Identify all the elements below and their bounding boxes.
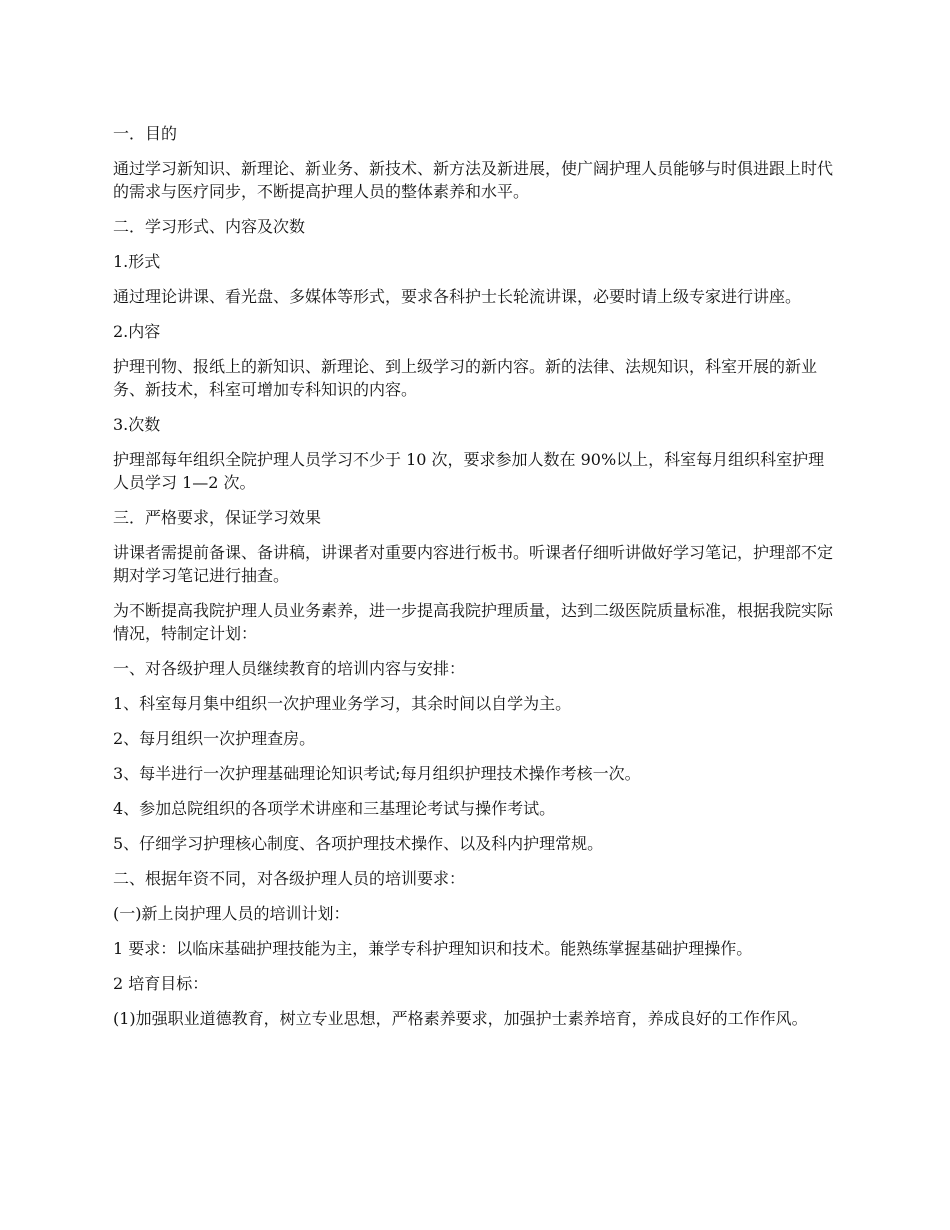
list-item-4: 4、参加总院组织的各项学术讲座和三基理论考试与操作考试。 bbox=[113, 799, 556, 818]
paragraph-goal-1: (1)加强职业道德教育，树立专业思想，严格素养要求，加强护士素养培育，养成良好的工作作风。 bbox=[113, 1009, 808, 1028]
subheading-training-goals: 2 培育目标： bbox=[113, 974, 209, 993]
subheading-new-staff-plan: (一)新上岗护理人员的培训计划： bbox=[113, 904, 350, 923]
subheading-form: 1.形式 bbox=[113, 252, 161, 271]
list-item-5: 5、仔细学习护理核心制度、各项护理技术操作、以及科内护理常规。 bbox=[113, 834, 604, 853]
section-heading-requirements: 三．严格要求，保证学习效果 bbox=[113, 508, 322, 527]
paragraph-form: 通过理论讲课、看光盘、多媒体等形式，要求各科护士长轮流讲课，必要时请上级专家进行讲座。 bbox=[113, 287, 802, 306]
list-item-1: 1、科室每月集中组织一次护理业务学习，其余时间以自学为主。 bbox=[113, 694, 572, 713]
paragraph-plan-intro: 为不断提高我院护理人员业务素养，进一步提高我院护理质量，达到二级医院质量标准，根据我院实际情况，特制定计划： bbox=[113, 601, 834, 643]
subheading-content: 2.内容 bbox=[113, 322, 161, 341]
paragraph-content: 护理刊物、报纸上的新知识、新理论、到上级学习的新内容。新的法律、法规知识，科室开展的新业务、新技术，科室可增加专科知识的内容。 bbox=[113, 357, 818, 399]
subheading-frequency: 3.次数 bbox=[113, 415, 161, 434]
paragraph-new-staff-requirements: 1 要求：以临床基础护理技能为主，兼学专科护理知识和技术。能熟练掌握基础护理操作。 bbox=[113, 939, 753, 958]
document-page bbox=[113, 122, 840, 1042]
paragraph-frequency: 护理部每年组织全院护理人员学习不少于 10 次，要求参加人数在 90%以上，科室每月组织科室护理人员学习 1—2 次。 bbox=[113, 450, 825, 492]
list-item-3: 3、每半进行一次护理基础理论知识考试;每月组织护理技术操作考核一次。 bbox=[113, 764, 641, 783]
section-heading-training-arrangement: 一、对各级护理人员继续教育的培训内容与安排： bbox=[113, 659, 466, 678]
paragraph-purpose: 通过学习新知识、新理论、新业务、新技术、新方法及新进展，使广阔护理人员能够与时俱进跟上时代的需求与医疗同步，不断提高护理人员的整体素养和水平。 bbox=[113, 159, 834, 201]
section-heading-purpose: 一．目的 bbox=[113, 124, 178, 143]
section-heading-seniority-requirements: 二、根据年资不同，对各级护理人员的培训要求： bbox=[113, 869, 466, 888]
paragraph-requirements: 讲课者需提前备课、备讲稿，讲课者对重要内容进行板书。听课者仔细听讲做好学习笔记，护理部不定期对学习笔记进行抽查。 bbox=[113, 543, 834, 585]
list-item-2: 2、每月组织一次护理查房。 bbox=[113, 729, 316, 748]
section-heading-form-content: 二．学习形式、内容及次数 bbox=[113, 217, 306, 236]
